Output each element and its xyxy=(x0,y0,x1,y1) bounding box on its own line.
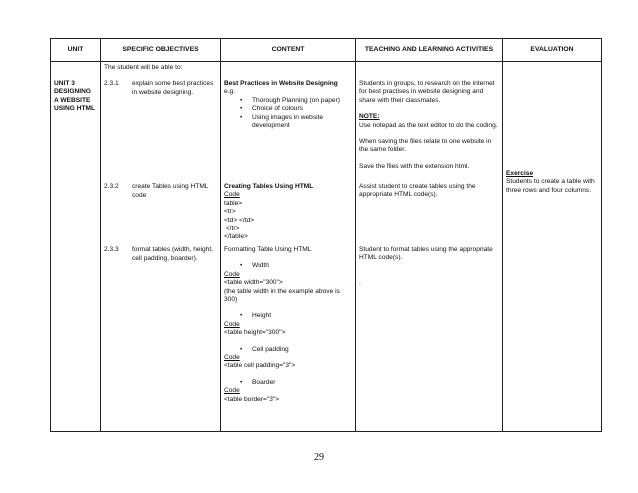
best-practices-list xyxy=(224,97,352,131)
list-item: • Choice of colours xyxy=(242,105,352,113)
code-line: <tr> xyxy=(224,208,236,216)
syllabus-table xyxy=(50,38,602,432)
objective-item xyxy=(104,183,217,200)
unit-cell xyxy=(51,62,101,432)
page-number: 29 xyxy=(314,452,324,463)
code-label: Code xyxy=(224,320,240,328)
objective-text: format tables (width, height, cell padding, boarder). xyxy=(132,246,213,262)
code-line: table> xyxy=(224,199,243,207)
code-line: <table border="3"> xyxy=(224,395,280,403)
objective-text: create Tables using HTML code xyxy=(132,183,209,199)
activity-dot: . xyxy=(359,278,361,286)
unit-title-line: A WEBSITE xyxy=(54,96,91,104)
activity-text: Save the files with the extension html. xyxy=(359,162,470,170)
objective-number: 2.3.3 xyxy=(104,246,119,254)
list-item: • Thorough Planning (on paper) xyxy=(242,97,352,105)
objectives-intro: The student will be able to: xyxy=(104,64,183,71)
unit-title-line: USING HTML xyxy=(54,105,96,113)
content-section-title: Best Practices in Website Designing xyxy=(224,80,338,87)
header-content: CONTENT xyxy=(221,39,356,62)
header-row xyxy=(51,39,602,62)
note-label: NOTE: xyxy=(359,113,380,121)
objective-text: explain some best practices in website designing. xyxy=(132,80,214,96)
format-option-width: • Width xyxy=(242,262,352,270)
content-section-title: Formatting Table Using HTML xyxy=(224,246,312,253)
header-unit: UNIT xyxy=(51,39,101,62)
format-option-padding: • Cell padding xyxy=(242,346,352,354)
activities-cell xyxy=(356,62,503,432)
content-eg: e.g. xyxy=(224,88,235,96)
exercise-text: Students to create a table with three rows and four columns. xyxy=(506,178,595,194)
activity-text: Student to format tables using the appropriate HTML code(s). xyxy=(359,246,493,262)
activity-text: Students in groups, to research on the internet for best practises in website designing and share with their classmates. xyxy=(359,80,495,104)
unit-title-line: UNIT 3 xyxy=(54,80,75,87)
objective-number: 2.3.1 xyxy=(104,80,119,88)
code-label: Code xyxy=(224,354,240,362)
header-activities: TEACHING AND LEARNING ACTIVITIES xyxy=(356,39,503,62)
objectives-cell xyxy=(101,62,221,432)
format-option-border: • Boarder xyxy=(242,379,352,387)
code-line: <td> </td> xyxy=(224,216,255,224)
activity-text: When saving the files relate to one website in the same folder. xyxy=(359,138,492,154)
code-label: Code xyxy=(224,270,240,278)
header-objectives: SPECIFIC OBJECTIVES xyxy=(101,39,221,62)
unit-title-line: DESIGNING xyxy=(54,88,92,96)
code-line: <table height="300"> xyxy=(224,329,286,337)
header-evaluation: EVALUATION xyxy=(503,39,602,62)
note-text: Use notepad as the text editor to do the coding. xyxy=(359,121,498,129)
objective-number: 2.3.2 xyxy=(104,183,119,191)
evaluation-cell xyxy=(503,62,602,432)
activity-text: Assist student to create tables using the appropriate HTML code(s). xyxy=(359,183,476,199)
exercise-title: Exercise xyxy=(506,170,534,177)
format-option-height: • Height xyxy=(242,312,352,320)
objective-item xyxy=(104,246,217,263)
code-line: <table cell padding="3"> xyxy=(224,362,296,370)
code-line: </table> xyxy=(224,233,248,241)
code-line: </tr> xyxy=(224,225,240,233)
code-label: Code xyxy=(224,387,240,395)
objective-item xyxy=(104,80,217,97)
body-row xyxy=(51,62,602,432)
code-line: <table width="300"> xyxy=(224,279,283,287)
content-section-title: Creating Tables Using HTML xyxy=(224,183,314,190)
width-note: (the table width in the example above is 300) xyxy=(224,287,340,304)
list-item: • Using images in website development xyxy=(242,114,352,131)
code-label: Code xyxy=(224,191,240,199)
content-cell xyxy=(221,62,356,432)
